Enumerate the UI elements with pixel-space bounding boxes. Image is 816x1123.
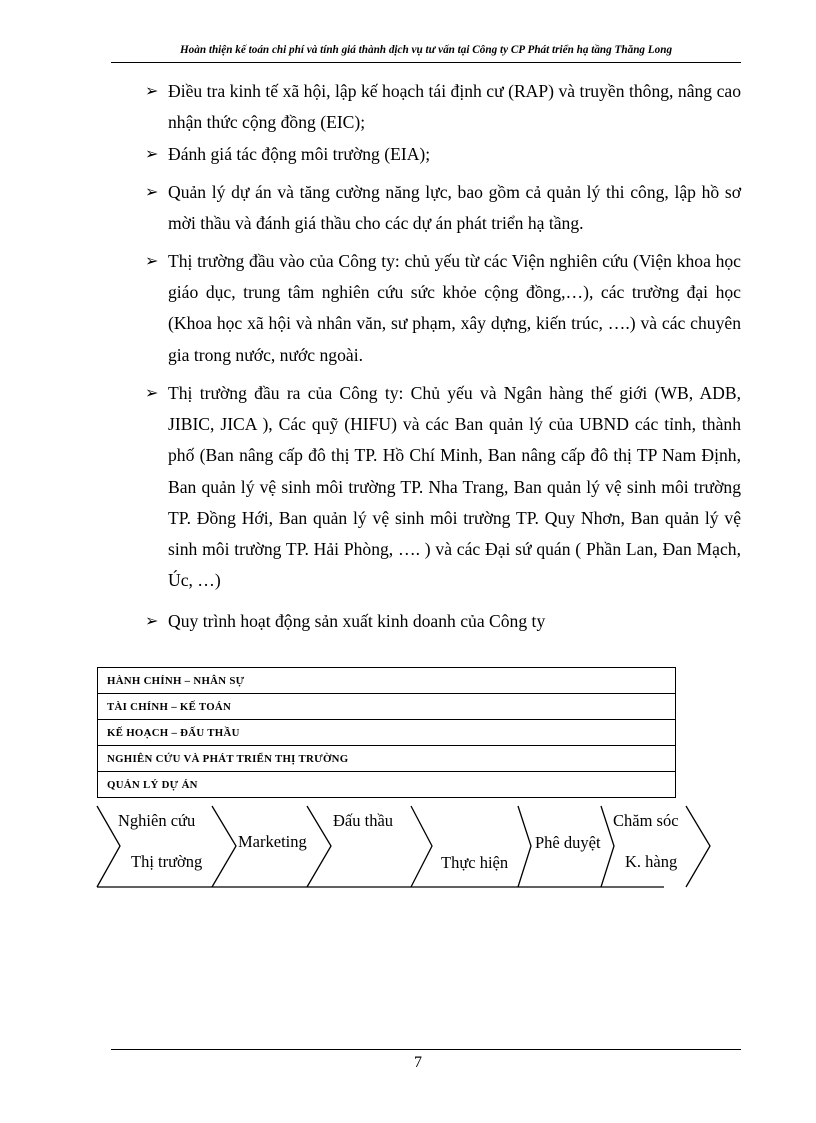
chevron-divider: [518, 806, 531, 887]
department-project-management: QUẢN LÝ DỰ ÁN: [98, 772, 676, 798]
arrow-bullet-icon: ➢: [145, 146, 159, 163]
step-approval: Phê duyệt: [535, 833, 601, 852]
department-planning: KẾ HOẠCH – ĐẤU THẦU: [98, 720, 676, 746]
arrow-bullet-icon: ➢: [145, 83, 159, 100]
step-market-research-line1: Nghiên cứu: [118, 811, 196, 830]
arrow-bullet-icon: ➢: [145, 253, 159, 270]
chevron-divider: [307, 806, 331, 887]
chevron-end: [686, 806, 710, 887]
department-finance: TÀI CHÍNH – KẾ TOÁN: [98, 694, 676, 720]
step-implementation: Thực hiện: [441, 853, 509, 872]
bullet-text: Điều tra kinh tế xã hội, lập kế hoạch tái định cư (RAP) và truyền thông, nâng cao nhận thức cộng đồng (EIC);: [168, 81, 741, 133]
bullet-text: Thị trường đầu vào của Công ty: chủ yếu từ các Viện nghiên cứu (Viện khoa học giáo dục, trung tâm nghiên cứu sức khỏe cộng đồng,…), các trường đại học (Khoa học xã hội và nhân văn, sư phạm, xây dựng, kiến trúc, ….) và các chuyên gia trong nước, nước ngoài.: [168, 251, 741, 365]
arrow-bullet-icon: ➢: [145, 613, 159, 630]
department-research: NGHIÊN CỨU VÀ PHÁT TRIỂN THỊ TRƯỜNG: [98, 746, 676, 772]
bullet-text: Quy trình hoạt động sản xuất kinh doanh của Công ty: [168, 611, 546, 631]
chevron-divider: [411, 806, 432, 887]
bullet-text: Thị trường đầu ra của Công ty: Chủ yếu và Ngân hàng thế giới (WB, ADB, JIBIC, JICA ), Các quỹ (HIFU) và các Ban quản lý của UBND các tỉnh, thành phố (Ban nâng cấp đô thị TP. Hồ Chí Minh, Ban nâng cấp đô thị TP Nam Định, Ban quản lý vệ sinh môi trường TP. Nha Trang, Ban quản lý vệ sinh môi trường TP. Đồng Hới, Ban quản lý vệ sinh môi trường TP. Quy Nhơn, Ban quản lý vệ sinh môi trường TP. Hải Phòng, …. ) và các Đại sứ quán ( Phần Lan, Đan Mạch, Úc, …): [168, 383, 741, 591]
page-number: 7: [414, 1054, 422, 1071]
arrow-bullet-icon: ➢: [145, 184, 159, 201]
step-bidding: Đấu thầu: [333, 811, 394, 830]
chevron-divider: [212, 806, 236, 887]
step-market-research-line2: Thị trường: [131, 852, 203, 871]
bullet-text: Quản lý dự án và tăng cường năng lực, bao gồm cả quản lý thi công, lập hồ sơ mời thầu và đánh giá thầu cho các dự án phát triển hạ tầng.: [168, 182, 741, 234]
page-header-title: Hoàn thiện kế toán chi phí và tính giá thành dịch vụ tư vấn tại Công ty CP Phát triển hạ tầng Thăng Long: [179, 44, 673, 56]
step-customer-care-line2: K. hàng: [625, 852, 678, 871]
department-hr: HÀNH CHÍNH – NHÂN SỰ: [98, 668, 676, 694]
bullet-text: Đánh giá tác động môi trường (EIA);: [168, 144, 431, 164]
chevron-start: [97, 806, 120, 887]
arrow-bullet-icon: ➢: [145, 385, 159, 402]
step-customer-care-line1: Chăm sóc: [613, 811, 679, 830]
footer-divider: [111, 1049, 741, 1050]
step-marketing: Marketing: [238, 832, 307, 851]
